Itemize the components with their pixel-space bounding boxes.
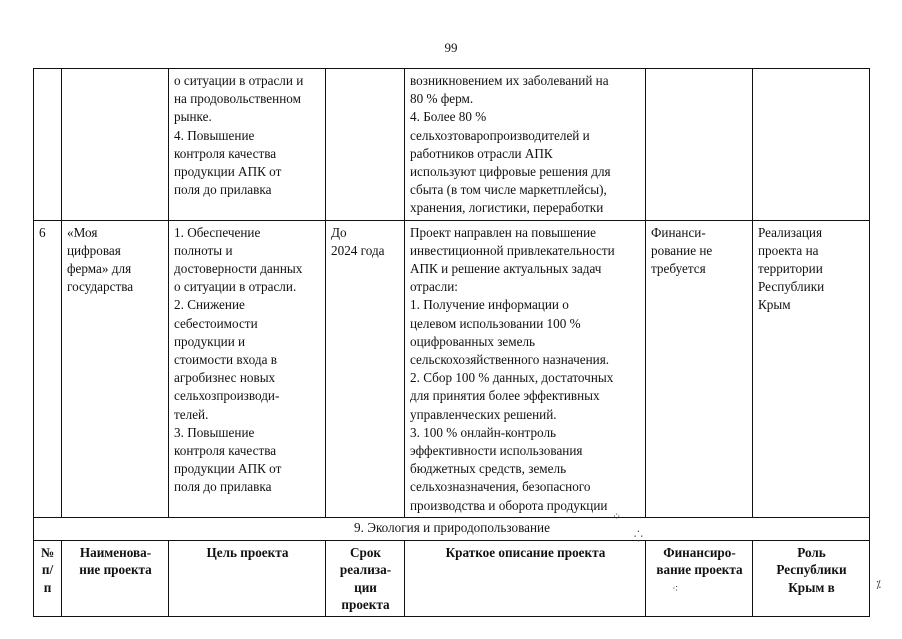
scan-speck: ⁖ xyxy=(672,582,679,595)
cell-goal xyxy=(169,69,326,221)
cell-description xyxy=(405,220,646,517)
cell-description xyxy=(405,69,646,221)
goal-text: 1. Обеспечение полноты и достоверности данных о ситуации в отрасли. 2. Снижение себестоимости продукции и стоимости входа в агробизнес новых сельхозпроизводи- телей. 3. Повышение контроля качества продукции АПК от поля до прилавка xyxy=(174,224,303,495)
header-financing: Финансиро- вание проекта xyxy=(646,540,753,616)
project-name: «Моя цифровая ферма» для государства xyxy=(67,224,134,295)
header-description: Краткое описание проекта xyxy=(405,540,646,616)
financing-text: Финанси- рование не требуется xyxy=(651,224,713,277)
cell-goal xyxy=(169,220,326,517)
cell-number xyxy=(34,69,62,221)
header-role: Роль Республики Крым в xyxy=(753,540,870,616)
header-number: № п/ п xyxy=(34,540,62,616)
cell-project-name xyxy=(62,220,169,517)
table-row-continuation xyxy=(34,69,870,221)
projects-table xyxy=(33,68,870,617)
description-text: возникновением их заболеваний на 80 % ферм. 4. Более 80 % сельхозтоваропроизводителей и работников отрасли АПК используют цифровые решения для сбыта (в том числе маркетплейсы), хранения, логистики, переработки xyxy=(410,73,611,216)
cell-role xyxy=(753,220,870,517)
role-text: Реализация проекта на территории Республики Крым xyxy=(758,224,825,313)
header-goal: Цель проекта xyxy=(169,540,326,616)
cell-term xyxy=(326,220,405,517)
project-number: 6 xyxy=(39,224,46,240)
scan-speck: ⁛ xyxy=(634,530,643,543)
header-term: Срок реализа- ции проекта xyxy=(326,540,405,616)
term-text: До 2024 года xyxy=(331,224,385,258)
goal-text: о ситуации в отрасли и на продовольственном рынке. 4. Повышение контроля качества продукции АПК от поля до прилавка xyxy=(174,73,304,198)
section-title: 9. Экология и природопользование xyxy=(34,517,870,540)
table-header-row xyxy=(34,540,870,616)
page-number: 99 xyxy=(444,40,458,55)
cell-financing xyxy=(646,69,753,221)
scan-speck: ⁒ xyxy=(876,578,881,591)
cell-term xyxy=(326,69,405,221)
scan-speck: ⁘ xyxy=(612,510,622,523)
section-row xyxy=(34,517,870,540)
cell-number xyxy=(34,220,62,517)
cell-role xyxy=(753,69,870,221)
description-text: Проект направлен на повышение инвестиционной привлекательности АПК и решение актуальных задач отрасли: 1. Получение информации о целевом использовании 100 % оцифрованных земель сельскохозяйственного назначения. 2. Сбор 100 % данных, достаточных для принятия более эффективных управленческих решений. 3. 100 % онлайн-контроль эффективности использования бюджетных средств, земель сельхозназначения, безопасного производства и оборота продукции xyxy=(410,224,615,513)
cell-financing xyxy=(646,220,753,517)
cell-project-name xyxy=(62,69,169,221)
header-project-name: Наименова- ние проекта xyxy=(62,540,169,616)
table-row-project-6 xyxy=(34,220,870,517)
